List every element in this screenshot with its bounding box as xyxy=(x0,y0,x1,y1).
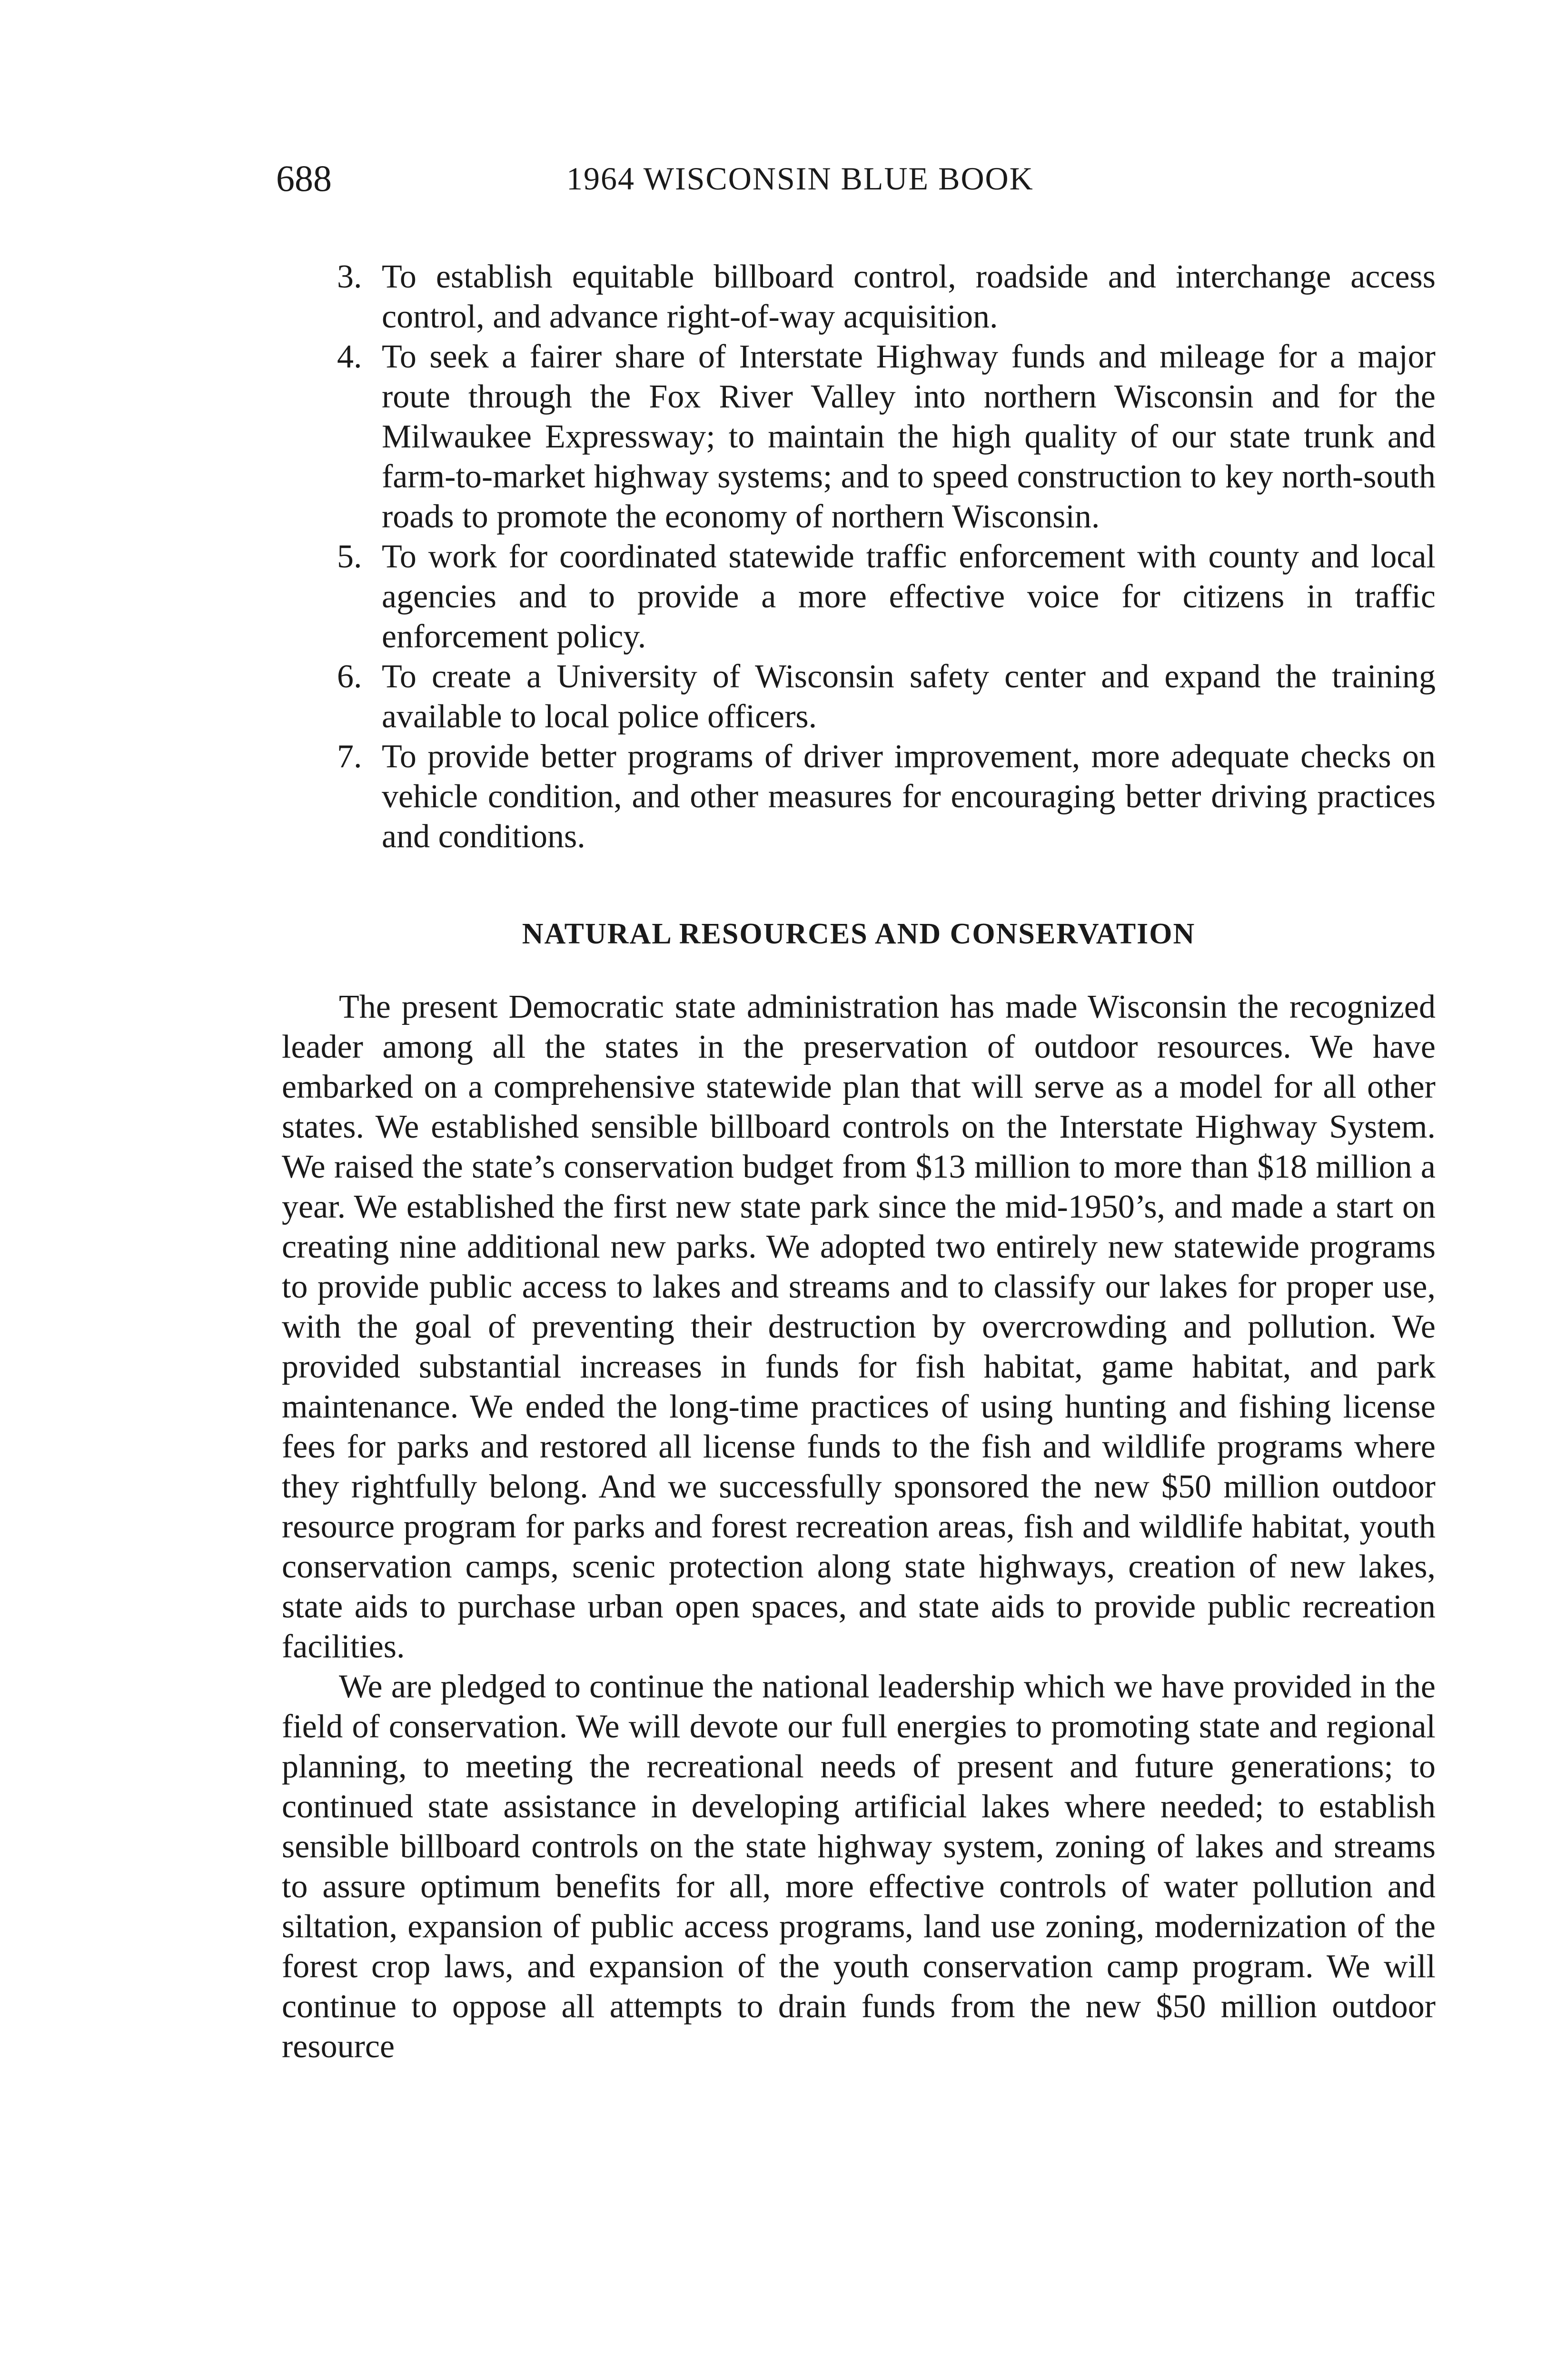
page-body xyxy=(282,257,1436,2067)
list-item-number: 7. xyxy=(337,738,362,775)
list-item-text: To provide better programs of driver improvement, more adequate checks on vehicle condition, and other measures for encouraging better driving practices and conditions. xyxy=(382,738,1436,855)
list-item-text: To seek a fairer share of Interstate Highway funds and mileage for a major route through the Fox River Valley into northern Wisconsin and for the Milwaukee Expressway; to maintain the high quality of our state trunk and farm-to-market highway systems; and to speed construction to key north-south roads to promote the economy of northern Wisconsin. xyxy=(382,338,1436,535)
list-item-number: 6. xyxy=(337,658,362,695)
list-item xyxy=(282,537,1436,657)
list-item-text: To establish equitable billboard control, roadside and interchange access control, and advance right-of-way acquisition. xyxy=(382,258,1436,335)
list-item xyxy=(282,657,1436,737)
list-item xyxy=(282,337,1436,537)
list-item-number: 3. xyxy=(337,258,362,295)
section-heading: NATURAL RESOURCES AND CONSERVATION xyxy=(522,918,1196,950)
list-item-text: To work for coordinated statewide traffic enforcement with county and local agencies and to provide a more effective voice for citizens in traffic enforcement policy. xyxy=(382,538,1436,655)
body-paragraph: The present Democratic state administration has made Wisconsin the recognized leader among all the states in the preservation of outdoor resources. We have embarked on a comprehensive statewide plan that will serve as a model for all other states. We established sensible billboard controls on the Interstate Highway System. We raised the state’s conservation budget from $13 million to more than $18 million a year. We established the first new state park since the mid-1950’s, and made a start on creating nine additional new parks. We adopted two entirely new statewide programs to provide public access to lakes and streams and to classify our lakes for proper use, with the goal of preventing their destruction by overcrowding and pollution. We provided substantial increases in funds for fish habitat, game habitat, and park maintenance. We ended the long-time practices of using hunting and fishing license fees for parks and restored all license funds to the fish and wildlife programs where they rightfully belong. And we successfully sponsored the new $50 million outdoor resource program for parks and forest recreation areas, fish and wildlife habitat, youth conservation camps, scenic protection along state highways, creation of new lakes, state aids to purchase urban open spaces, and state aids to provide public recreation facilities. xyxy=(282,989,1436,1665)
list-item-text: To create a University of Wisconsin safety center and expand the training available to local police officers. xyxy=(382,658,1436,735)
list-item xyxy=(282,737,1436,857)
list-item-number: 4. xyxy=(337,338,362,375)
body-paragraph: We are pledged to continue the national leadership which we have provided in the field of conservation. We will devote our full energies to promoting state and regional planning, to meeting the recreational needs of present and future generations; to continued state assistance in developing artificial lakes where needed; to establish sensible billboard controls on the state highway system, zoning of lakes and streams to assure optimum benefits for all, more effective controls of water pollution and siltation, expansion of public access programs, land use zoning, modernization of the forest crop laws, and expansion of the youth conservation camp program. We will continue to oppose all attempts to drain funds from the new $50 million outdoor resource xyxy=(282,1668,1436,2065)
list-item-number: 5. xyxy=(337,538,362,575)
page-header xyxy=(276,152,1437,205)
running-title: 1964 WISCONSIN BLUE BOOK xyxy=(566,160,1034,197)
numbered-list xyxy=(282,257,1436,857)
list-item xyxy=(282,257,1436,337)
page-number: 688 xyxy=(276,158,332,199)
